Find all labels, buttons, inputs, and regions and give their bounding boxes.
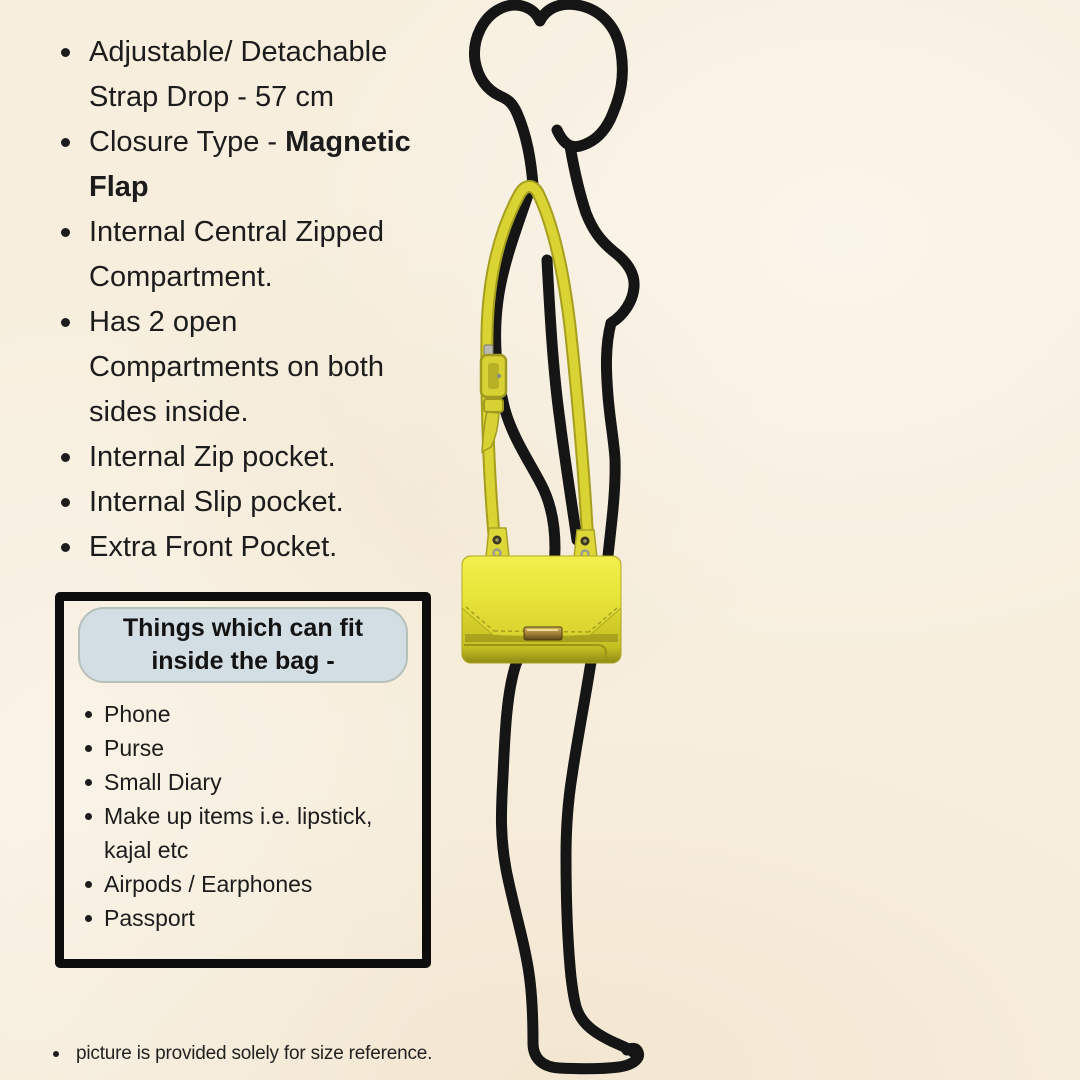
bullet-dot [61,543,70,552]
list-item [85,867,422,901]
buckle-pin [497,374,501,378]
bag-illustration [462,528,621,663]
list-item-text: Internal Slip pocket. [89,486,344,518]
list-item [55,210,485,300]
bullet-dot [61,228,70,237]
bullet-dot [85,779,92,786]
list-item-text: Airpods / Earphones [104,871,313,897]
fit-item-list [85,697,422,935]
footnote [53,1041,432,1067]
list-item-text: Passport [104,905,195,931]
bullet-dot [85,745,92,752]
list-item [55,525,485,570]
fit-box-title-line1: Things which can fit [122,614,364,642]
list-item [85,901,422,935]
strap-keeper [484,399,503,412]
list-item [85,765,422,799]
list-item-text: Make up items i.e. lipstick, kajal etc [104,803,373,863]
list-item [85,731,422,765]
bullet-dot [61,453,70,462]
bullet-dot [61,498,70,507]
list-item-text: Internal Central Zipped Compartment. [89,216,384,293]
list-item-text: Internal Zip pocket. [89,441,336,473]
fit-box [55,592,431,968]
footnote-text: picture is provided solely for size reference. [76,1043,433,1064]
bullet-dot [85,711,92,718]
bag-left-grommet-hole [495,538,499,542]
bullet-dot [61,48,70,57]
fit-box-title-line2: inside the bag - [151,647,335,675]
list-item-text: Adjustable/ Detachable Strap Drop - 57 cm [89,36,388,113]
list-item [85,799,422,867]
feature-list [55,30,485,570]
list-item-text: Closure Type - Magnetic Flap [89,126,411,203]
list-item [55,480,485,525]
list-item [55,435,485,480]
bag-clasp [524,627,562,640]
head-and-bun-line [475,4,623,185]
fit-box-title [78,607,408,683]
bag-flap [462,556,621,637]
list-item [55,300,485,435]
bag-right-grommet-hole [583,539,587,543]
list-item-text: Extra Front Pocket. [89,531,338,563]
list-item-text: Purse [104,735,165,761]
list-item-text: Has 2 open Compartments on both sides inside. [89,306,384,428]
list-item-text: Small Diary [104,769,222,795]
bullet-dot [61,318,70,327]
list-item [55,120,485,210]
list-item-text: Phone [104,701,171,727]
bullet-dot [53,1051,59,1057]
bullet-dot [85,813,92,820]
bullet-dot [85,915,92,922]
bullet-dot [61,138,70,147]
list-item [55,30,485,120]
bullet-dot [85,881,92,888]
list-item [85,697,422,731]
